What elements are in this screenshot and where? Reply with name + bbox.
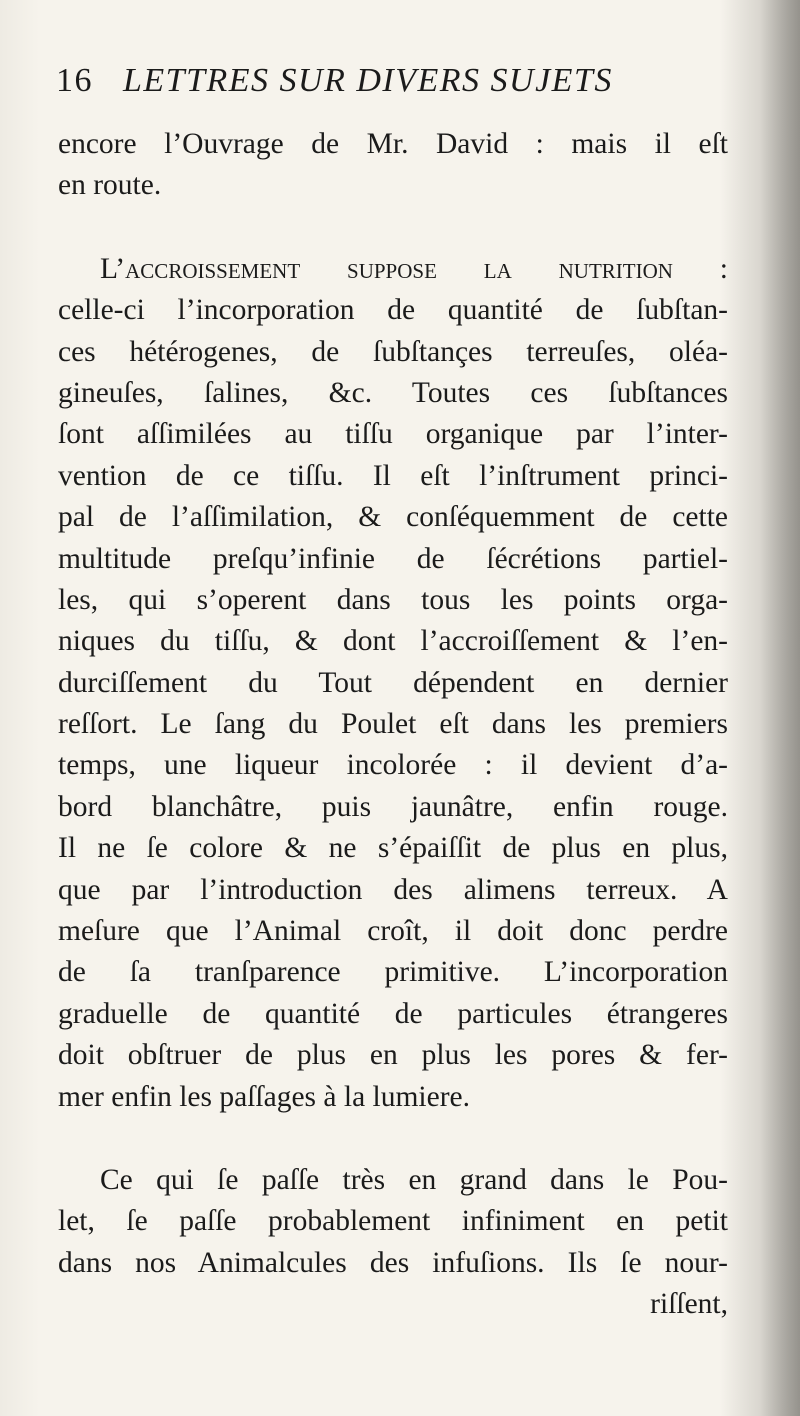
text-line: temps, une liqueur incolorée : il devient d’a- <box>58 749 728 782</box>
text-line: celle-ci l’incorporation de quantité de ſubſtan- <box>58 294 728 327</box>
text-line: en route. <box>58 169 162 202</box>
text-line: Ce qui ſe paſſe très en grand dans le Pou- <box>100 1163 728 1196</box>
text-line: graduelle de quantité de particules étrangeres <box>58 997 728 1030</box>
text-line: pal de l’aſſimilation, & conſéquemment de cette <box>58 501 728 534</box>
text-line: bord blanchâtre, puis jaunâtre, enfin rouge. <box>58 790 728 823</box>
text-line: Il ne ſe colore & ne s’épaiſſit de plus en plus, <box>58 832 728 865</box>
text-line: gineuſes, ſalines, &c. Toutes ces ſubſtances <box>58 376 728 409</box>
text-line: let, ſe paſſe probablement infiniment en petit <box>58 1205 728 1238</box>
running-title: LETTRES SUR DIVERS SUJETS <box>123 62 613 99</box>
text-line: doit obſtruer de plus en plus les pores & fer- <box>58 1039 728 1072</box>
paragraph-gap <box>58 1118 728 1160</box>
text-line: niques du tiſſu, & dont l’accroiſſement & l’en- <box>58 625 728 658</box>
text-line: encore l’Ouvrage de Mr. David : mais il eſt <box>58 128 728 160</box>
text-line: durciſſement du Tout dépendent en dernier <box>58 666 728 699</box>
catchword: riſſent, <box>650 1288 728 1321</box>
text-line: que par l’introduction des alimens terreux. A <box>58 873 728 906</box>
text-line: vention de ce tiſſu. Il eſt l’inſtrument princi- <box>58 459 728 492</box>
text-line: de ſa tranſparence primitive. L’incorporation <box>58 956 728 989</box>
text-line: L’accroissement ſuppoſe la nutrition : <box>100 252 728 285</box>
text-line: mer enfin les paſſages à la lumiere. <box>58 1080 471 1113</box>
text-line: meſure que l’Animal croît, il doit donc perdre <box>58 915 728 948</box>
body-text <box>58 124 728 1326</box>
text-line: ces hétérogenes, de ſubſtançes terreuſes, oléa- <box>58 335 728 368</box>
text-line: les, qui s’operent dans tous les points orga- <box>58 583 728 616</box>
paragraph-gap <box>58 207 728 249</box>
binding-shadow <box>760 0 800 1416</box>
text-line: dans nos Animalcules des infuſions. Ils ſe nour- <box>58 1246 728 1279</box>
text-line: ſont aſſimilées au tiſſu organique par l’inter- <box>58 418 728 451</box>
text-line: reſſort. Le ſang du Poulet eſt dans les premiers <box>58 708 728 741</box>
page-number: 16 <box>56 62 93 99</box>
running-head <box>56 62 736 112</box>
text-line: multitude preſqu’infinie de ſécrétions partiel- <box>58 542 728 575</box>
